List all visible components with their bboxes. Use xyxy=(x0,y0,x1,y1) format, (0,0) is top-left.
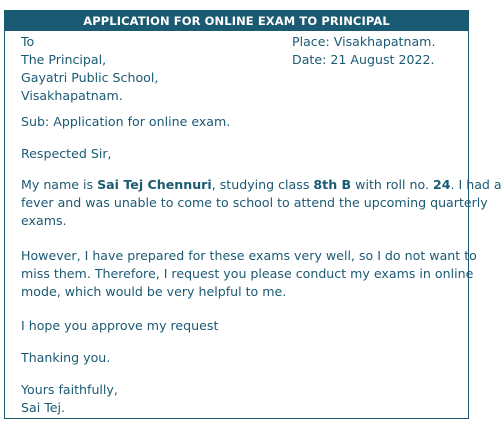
paragraph-intro-line1 xyxy=(21,176,502,194)
paragraph-request-line3: mode, which would be very helpful to me. xyxy=(21,284,287,299)
to-label: To xyxy=(21,34,35,49)
intro-text-part3: with roll no. xyxy=(351,177,433,192)
paragraph-request-line2: miss them. Therefore, I request you please conduct my exams in online xyxy=(21,266,474,281)
place-text: Place: Visakhapatnam. xyxy=(292,34,436,49)
paragraph-hope: I hope you approve my request xyxy=(21,318,219,333)
thanks-line: Thanking you. xyxy=(21,350,111,365)
intro-text-part4: . I had a xyxy=(450,177,502,192)
roll-number: 24 xyxy=(432,177,451,192)
closing-block xyxy=(21,381,461,417)
paragraph-intro xyxy=(21,176,502,230)
intro-text-part1: My name is xyxy=(21,177,98,192)
sign-off: Yours faithfully, xyxy=(21,382,118,397)
paragraph-intro-line3: exams. xyxy=(21,213,67,228)
date-text: Date: 21 August 2022. xyxy=(292,52,435,67)
paragraph-intro-line2: fever and was unable to come to school to attend the upcoming quarterly xyxy=(21,195,488,210)
signature-name: Sai Tej. xyxy=(21,400,66,415)
recipient-city: Visakhapatnam. xyxy=(21,88,123,103)
student-class: 8th B xyxy=(313,177,352,192)
place-date-block xyxy=(292,33,435,69)
recipient-name: The Principal, xyxy=(21,52,107,67)
paragraph-request xyxy=(21,247,477,301)
salutation: Respected Sir, xyxy=(21,146,112,161)
letter-frame xyxy=(4,10,502,419)
intro-text-part2: , studying class xyxy=(211,177,314,192)
paragraph-request-line1: However, I have prepared for these exams very well, so I do not want to xyxy=(21,248,477,263)
student-name: Sai Tej Chennuri xyxy=(97,177,212,192)
subject-line: Sub: Application for online exam. xyxy=(21,114,231,129)
recipient-school: Gayatri Public School, xyxy=(21,70,159,85)
letter-title: APPLICATION FOR ONLINE EXAM TO PRINCIPAL xyxy=(5,11,468,31)
recipient-block xyxy=(21,33,158,105)
